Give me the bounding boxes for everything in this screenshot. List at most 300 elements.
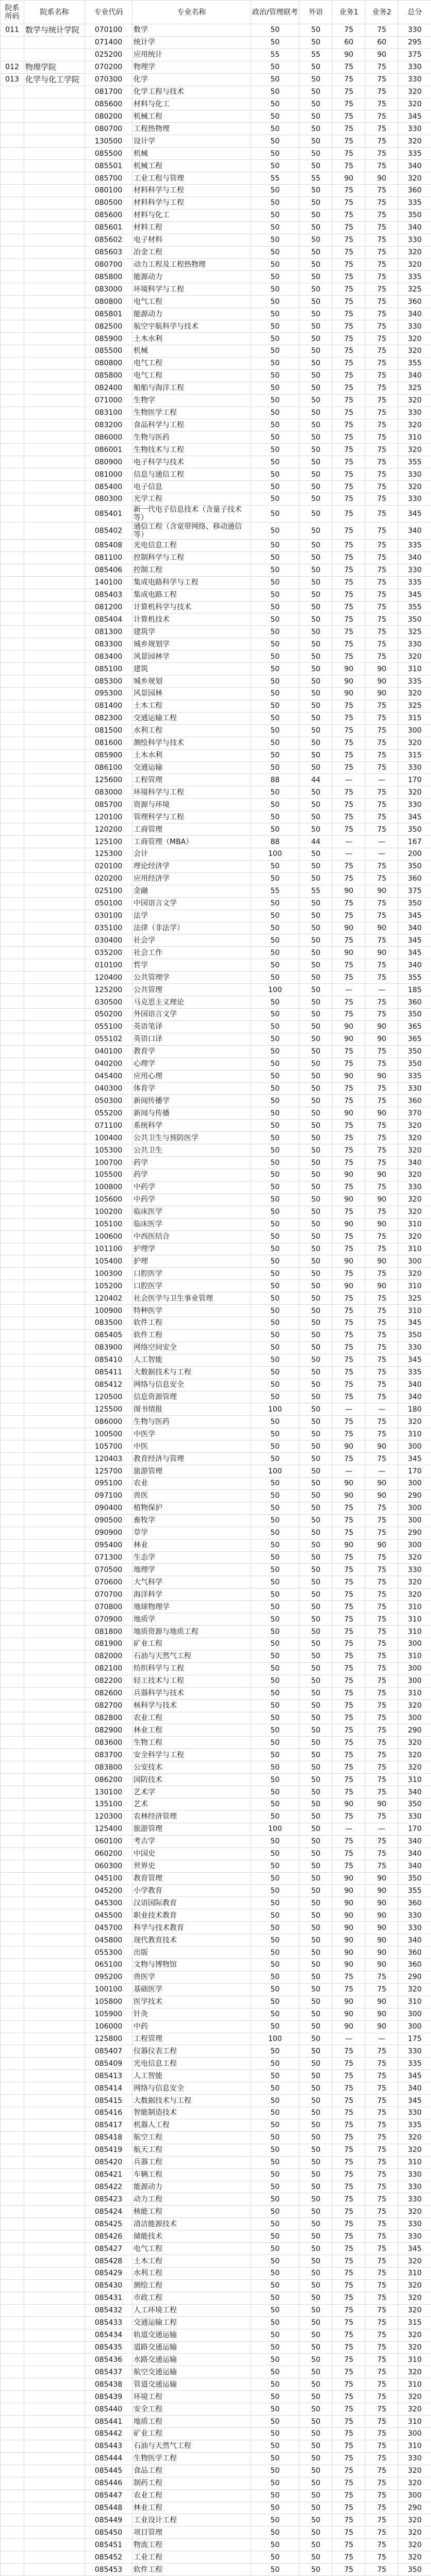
table-cell: 085441 (85, 2416, 132, 2428)
table-cell: 320 (399, 1120, 431, 1132)
table-cell: 艺术 (132, 1798, 251, 1810)
table-cell: 75 (366, 552, 399, 564)
table-cell (1, 724, 24, 737)
table-cell: 林业 (132, 1539, 251, 1551)
table-cell: 工商管理（MBA） (132, 836, 251, 848)
table-cell: 300 (399, 2428, 431, 2440)
table-cell: 艺术学 (132, 1786, 251, 1799)
table-row (1, 1230, 431, 1243)
table-cell: 50 (300, 663, 333, 675)
table-row (1, 1305, 431, 1317)
table-cell: 口腔医学 (132, 1280, 251, 1292)
table-cell: 能源动力 (132, 2181, 251, 2193)
table-cell: 340 (399, 1835, 431, 1848)
table-cell: 50 (251, 2279, 300, 2292)
table-cell: 75 (366, 786, 399, 799)
table-row (1, 1786, 431, 1799)
table-cell (1, 1626, 24, 1638)
table-cell: 085426 (85, 2230, 132, 2243)
table-cell: 文物与博物馆 (132, 1958, 251, 1971)
table-cell: 50 (300, 1193, 333, 1206)
table-cell: 50 (300, 613, 333, 626)
table-cell: 50 (300, 1823, 333, 1835)
table-row (1, 1699, 431, 1712)
table-cell: 085410 (85, 1354, 132, 1366)
table-cell: 50 (300, 160, 333, 172)
table-cell: 083700 (85, 1749, 132, 1761)
table-row (1, 2230, 431, 2243)
table-cell: 085451 (85, 2539, 132, 2551)
table-cell (1, 1403, 24, 1416)
table-cell: 320 (399, 786, 431, 799)
table-cell: 中医学 (132, 1428, 251, 1440)
table-cell: 75 (333, 1354, 366, 1366)
table-cell: 新闻与传播 (132, 1107, 251, 1120)
table-cell (24, 1774, 85, 1786)
table-cell: 310 (399, 1650, 431, 1662)
table-cell: 75 (333, 1699, 366, 1712)
table-cell: 75 (366, 2267, 399, 2280)
table-row (1, 1144, 431, 1157)
table-cell: 320 (399, 2292, 431, 2304)
table-cell: 75 (333, 2119, 366, 2131)
table-cell: 335 (399, 148, 431, 160)
table-cell (24, 712, 85, 724)
table-cell: 50 (251, 2489, 300, 2502)
table-cell (24, 1675, 85, 1687)
table-cell: 75 (366, 1453, 399, 1465)
table-cell: 310 (399, 1218, 431, 1230)
table-cell: 75 (333, 626, 366, 638)
table-cell: 082700 (85, 1699, 132, 1712)
table-cell (1, 1848, 24, 1860)
table-cell: 335 (399, 2119, 431, 2131)
table-cell: 085500 (85, 148, 132, 160)
table-cell: 50 (300, 1243, 333, 1255)
table-cell: 025100 (85, 885, 132, 897)
table-row (1, 2267, 431, 2280)
table-cell: 080900 (85, 456, 132, 468)
table-cell (24, 2452, 85, 2465)
table-cell: 75 (366, 394, 399, 407)
table-cell: 320 (399, 1416, 431, 1428)
table-cell: 75 (333, 221, 366, 234)
table-cell (1, 2539, 24, 2551)
table-cell (24, 1453, 85, 1465)
table-cell (24, 1638, 85, 1650)
table-cell: 085421 (85, 2168, 132, 2181)
table-cell: 50 (300, 357, 333, 369)
table-cell: 机械工程 (132, 110, 251, 123)
table-cell: 070600 (85, 1576, 132, 1589)
table-cell: 310 (399, 2378, 431, 2391)
table-row (1, 36, 431, 48)
table-cell: 75 (333, 1724, 366, 1737)
table-cell: 50 (300, 910, 333, 922)
table-cell (1, 1922, 24, 1934)
table-row (1, 283, 431, 296)
table-cell: 50 (251, 749, 300, 762)
table-cell: 50 (300, 1391, 333, 1403)
table-cell: 330 (399, 407, 431, 419)
table-cell: 75 (333, 910, 366, 922)
table-cell: 轻工技术与工程 (132, 1675, 251, 1687)
table-cell: 纺织科学与工程 (132, 1662, 251, 1675)
table-cell (1, 1687, 24, 1699)
table-cell: 345 (399, 934, 431, 947)
table-cell (24, 382, 85, 394)
table-cell: 75 (333, 1774, 366, 1786)
table-cell: 320 (399, 2206, 431, 2218)
table-cell (24, 848, 85, 861)
table-cell: 080100 (85, 184, 132, 197)
table-cell: 75 (333, 971, 366, 984)
table-cell: 085700 (85, 172, 132, 185)
table-cell: 290 (399, 1971, 431, 1983)
table-cell: 50 (300, 2082, 333, 2095)
table-cell (24, 2329, 85, 2341)
table-cell: 88 (251, 836, 300, 848)
table-cell: 75 (366, 1971, 399, 1983)
table-cell (1, 1329, 24, 1341)
table-row (1, 626, 431, 638)
table-cell (24, 481, 85, 493)
table-cell: 50 (251, 197, 300, 209)
table-cell: 仪器仪表工程 (132, 2045, 251, 2057)
table-cell: 90 (366, 1020, 399, 1033)
table-cell: 75 (333, 2070, 366, 2082)
table-row (1, 1280, 431, 1292)
table-cell: 75 (333, 2218, 366, 2230)
table-cell: 90 (333, 675, 366, 688)
table-cell: 75 (366, 799, 399, 811)
table-cell: 小学教育 (132, 1885, 251, 1897)
table-cell (1, 2279, 24, 2292)
table-cell: 50 (251, 2452, 300, 2465)
table-cell: 75 (366, 481, 399, 493)
table-cell: 083500 (85, 1317, 132, 1330)
table-cell: 软件工程 (132, 1329, 251, 1341)
table-cell: 50 (300, 2156, 333, 2168)
table-cell: 330 (399, 1922, 431, 1934)
table-cell: 75 (366, 638, 399, 651)
table-cell: 特种医学 (132, 1305, 251, 1317)
table-cell (1, 382, 24, 394)
table-cell: 建筑学 (132, 626, 251, 638)
table-cell (24, 1193, 85, 1206)
table-cell: 340 (399, 160, 431, 172)
table-cell: 50 (300, 2452, 333, 2465)
table-cell: 350 (399, 860, 431, 872)
table-cell (1, 762, 24, 774)
table-cell (1, 947, 24, 959)
table-cell: 350 (399, 2564, 431, 2576)
table-cell (1, 234, 24, 246)
table-cell (1, 2416, 24, 2428)
table-cell: 330 (399, 61, 431, 73)
table-cell: 50 (251, 283, 300, 296)
table-cell: 100 (251, 848, 300, 861)
table-cell: 交通运输 (132, 762, 251, 774)
table-cell: 320 (399, 246, 431, 258)
table-cell: 75 (366, 123, 399, 135)
table-cell: 数学与统计学院 (24, 24, 85, 37)
table-cell (24, 2403, 85, 2416)
table-cell: 060300 (85, 1860, 132, 1872)
table-cell: 会计 (132, 848, 251, 861)
table-cell: 290 (399, 1724, 431, 1737)
table-cell (1, 872, 24, 885)
table-cell: 50 (251, 357, 300, 369)
table-cell: 125600 (85, 774, 132, 786)
table-cell: 理论经济学 (132, 860, 251, 872)
table-cell: 90 (366, 1218, 399, 1230)
table-cell: 085603 (85, 246, 132, 258)
table-row (1, 2304, 431, 2316)
table-cell: 320 (399, 1589, 431, 1601)
table-cell (1, 2489, 24, 2502)
table-cell: 88 (251, 774, 300, 786)
table-cell: 085400 (85, 481, 132, 493)
table-cell (1, 1008, 24, 1020)
table-row (1, 1169, 431, 1181)
table-cell: 土木工程 (132, 700, 251, 712)
table-cell: 345 (399, 910, 431, 922)
table-cell: 75 (333, 1329, 366, 1341)
table-cell: 340 (399, 1157, 431, 1169)
table-row (1, 1193, 431, 1206)
table-cell: 控制科学与工程 (132, 552, 251, 564)
table-cell: 085415 (85, 2095, 132, 2107)
table-cell: 50 (251, 73, 300, 86)
table-cell: 50 (251, 712, 300, 724)
table-cell (1, 419, 24, 431)
table-cell (24, 2292, 85, 2304)
table-cell: 50 (251, 1551, 300, 1564)
table-cell: 75 (333, 1045, 366, 1058)
table-cell (1, 1120, 24, 1132)
table-cell: 50 (251, 1724, 300, 1737)
table-cell (24, 1897, 85, 1909)
table-cell: 300 (399, 2020, 431, 2033)
table-row (1, 638, 431, 651)
table-cell (1, 1181, 24, 1193)
table-cell: 75 (366, 2551, 399, 2564)
table-cell: 50 (300, 1761, 333, 1774)
table-cell (24, 369, 85, 382)
table-cell (24, 320, 85, 333)
table-row (1, 922, 431, 934)
table-cell (24, 1082, 85, 1095)
table-cell: 75 (333, 419, 366, 431)
table-cell: 地质资源与地质工程 (132, 1626, 251, 1638)
table-cell: 355 (399, 1885, 431, 1897)
table-cell (24, 160, 85, 172)
table-cell: 75 (366, 2131, 399, 2144)
table-row (1, 737, 431, 749)
table-cell: 75 (366, 2082, 399, 2095)
table-row (1, 1749, 431, 1761)
table-cell: 75 (333, 934, 366, 947)
table-cell: 350 (399, 897, 431, 910)
table-cell: 75 (366, 2218, 399, 2230)
table-cell: 90 (366, 1922, 399, 1934)
table-cell: 75 (366, 73, 399, 86)
table-cell: 50 (251, 2206, 300, 2218)
table-cell: 教育经济与管理 (132, 1453, 251, 1465)
table-cell (24, 468, 85, 481)
table-cell: 75 (366, 1638, 399, 1650)
table-cell: 095100 (85, 1478, 132, 1490)
table-cell: 320 (399, 737, 431, 749)
table-row (1, 419, 431, 431)
table-cell: 75 (333, 2551, 366, 2564)
table-cell: 75 (333, 724, 366, 737)
table-cell (24, 1428, 85, 1440)
table-row (1, 786, 431, 799)
table-cell: 50 (251, 996, 300, 1009)
table-cell: 340 (399, 369, 431, 382)
table-cell (1, 996, 24, 1009)
table-cell: 基础医学 (132, 1983, 251, 1996)
table-cell (1, 2267, 24, 2280)
table-cell (24, 2243, 85, 2255)
table-cell: 50 (300, 1947, 333, 1959)
table-cell: 086000 (85, 431, 132, 444)
table-cell (24, 1144, 85, 1157)
table-cell: 50 (251, 1638, 300, 1650)
table-cell: 50 (251, 1699, 300, 1712)
table-cell: 050100 (85, 897, 132, 910)
table-cell: 智能制造技术 (132, 2107, 251, 2119)
table-cell (24, 2564, 85, 2576)
table-cell: 070200 (85, 61, 132, 73)
table-cell: 50 (251, 345, 300, 357)
table-cell: 50 (300, 24, 333, 37)
table-cell (24, 123, 85, 135)
table-cell: 50 (251, 1502, 300, 1514)
table-cell (24, 1366, 85, 1379)
table-cell: 100800 (85, 1181, 132, 1193)
table-cell: 50 (300, 2366, 333, 2378)
table-cell: 50 (251, 382, 300, 394)
table-cell: 350 (399, 1872, 431, 1885)
table-cell (1, 1206, 24, 1218)
table-cell: 75 (366, 382, 399, 394)
table-cell (24, 1478, 85, 1490)
table-cell: 097100 (85, 1489, 132, 1502)
table-cell (24, 2082, 85, 2095)
table-cell: — (333, 1403, 366, 1416)
table-cell: 能源动力 (132, 271, 251, 283)
table-cell: 90 (333, 1070, 366, 1082)
table-cell: 石油与天然气工程 (132, 2440, 251, 2452)
table-cell (1, 1527, 24, 1539)
table-cell: 330 (399, 320, 431, 333)
table-cell: 90 (333, 1193, 366, 1206)
header-row (1, 1, 431, 24)
table-cell: 085420 (85, 2156, 132, 2168)
table-cell: 50 (300, 860, 333, 872)
table-cell: 340 (399, 522, 431, 539)
table-cell: 75 (366, 897, 399, 910)
table-row (1, 444, 431, 456)
table-cell: 90 (333, 1218, 366, 1230)
table-cell (24, 737, 85, 749)
table-cell: 50 (251, 320, 300, 333)
table-cell (24, 1354, 85, 1366)
table-cell: 50 (251, 2267, 300, 2280)
table-cell (24, 2206, 85, 2218)
table-row (1, 2144, 431, 2156)
table-cell: 75 (366, 1045, 399, 1058)
table-cell: 330 (399, 24, 431, 37)
table-cell: 080800 (85, 296, 132, 308)
table-cell: 070500 (85, 1564, 132, 1576)
table-cell: 085409 (85, 2057, 132, 2070)
table-cell: 050200 (85, 1008, 132, 1020)
table-row (1, 2181, 431, 2193)
table-cell: 社会学 (132, 934, 251, 947)
table-cell: 75 (366, 2206, 399, 2218)
table-cell: 50 (251, 1206, 300, 1218)
table-cell: 50 (251, 221, 300, 234)
table-cell: 50 (300, 110, 333, 123)
table-cell: 082100 (85, 1662, 132, 1675)
table-cell: 75 (366, 1181, 399, 1193)
table-row (1, 811, 431, 823)
table-cell: 75 (333, 1675, 366, 1687)
table-cell: 林业工程 (132, 2502, 251, 2514)
table-cell: 英语口译 (132, 1033, 251, 1045)
table-cell (1, 2304, 24, 2316)
table-cell: 75 (366, 1626, 399, 1638)
table-cell: 90 (333, 1169, 366, 1181)
table-cell: 50 (300, 1613, 333, 1626)
table-cell: 50 (251, 1045, 300, 1058)
table-cell: 320 (399, 1144, 431, 1157)
table-cell: 081900 (85, 1638, 132, 1650)
table-cell: 085501 (85, 160, 132, 172)
table-cell: 75 (366, 2070, 399, 2082)
table-cell: 75 (366, 2452, 399, 2465)
table-cell: 车辆工程 (132, 2168, 251, 2181)
table-cell: 人工智能 (132, 1354, 251, 1366)
table-row (1, 1341, 431, 1354)
table-cell: 320 (399, 1737, 431, 1749)
table-cell: 330 (399, 2452, 431, 2465)
table-cell: 土木工程 (132, 2255, 251, 2267)
table-cell: 50 (251, 638, 300, 651)
table-cell: 55 (251, 172, 300, 185)
table-cell: 345 (399, 2243, 431, 2255)
table-cell: 50 (300, 1872, 333, 1885)
table-cell: 105700 (85, 1440, 132, 1453)
table-cell: 75 (366, 2465, 399, 2477)
table-cell: 75 (333, 369, 366, 382)
table-cell: 50 (251, 651, 300, 663)
table-cell: 50 (300, 1169, 333, 1181)
table-cell: 环境工程 (132, 2391, 251, 2403)
table-cell (24, 1341, 85, 1354)
table-cell: 工程热物理 (132, 123, 251, 135)
table-cell: 125300 (85, 848, 132, 861)
table-cell: 50 (300, 1120, 333, 1132)
table-cell (1, 1070, 24, 1082)
table-cell: 75 (366, 1206, 399, 1218)
table-cell: 045100 (85, 1872, 132, 1885)
table-cell: 340 (399, 1391, 431, 1403)
